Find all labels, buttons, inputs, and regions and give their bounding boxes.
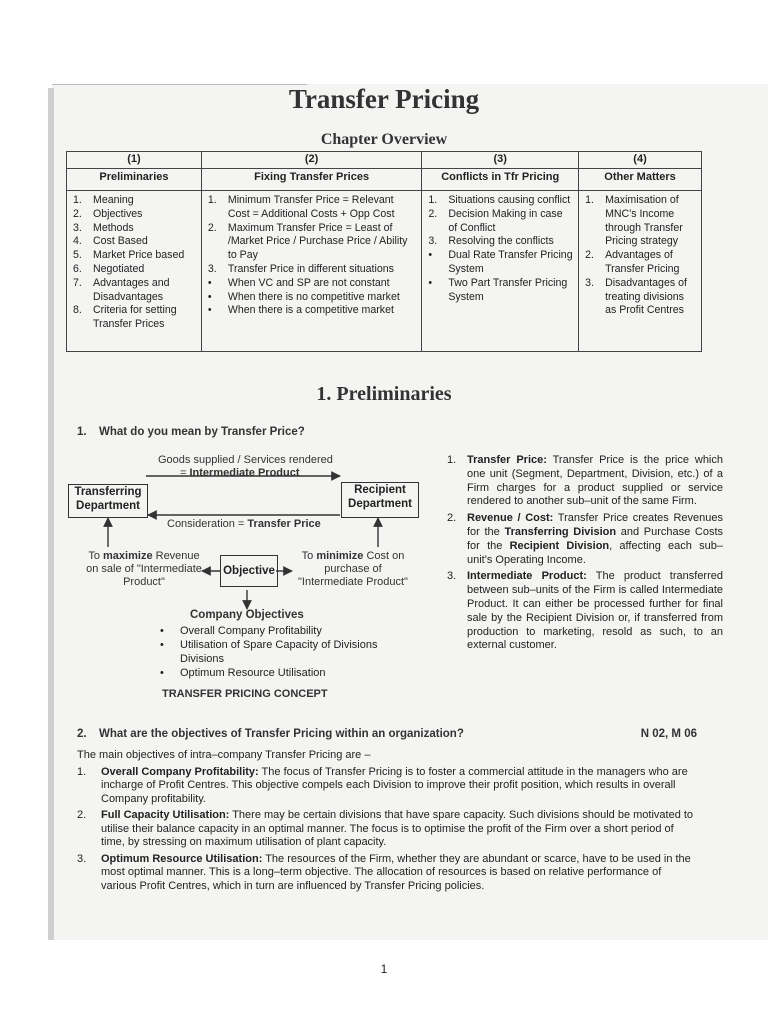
- list-item: 5. Market Price based: [73, 249, 185, 262]
- page-number: 1: [380, 962, 388, 976]
- consideration-label: Consideration = Transfer Price: [167, 518, 321, 530]
- col-heading: Preliminaries: [67, 169, 202, 191]
- list-item: 4. Cost Based: [73, 235, 148, 248]
- minimize-cost-label: To minimize Cost on purchase of "Intermediate Product": [298, 550, 408, 588]
- intro-text: The main objectives of intra–company Transfer Pricing are –: [77, 749, 371, 761]
- list-item: • Two Part Transfer Pricing System: [428, 276, 568, 303]
- question-text: What do you mean by Transfer Price?: [99, 426, 305, 438]
- question-number: 1.: [77, 426, 87, 438]
- col-number: (3): [422, 152, 579, 169]
- goods-label: Goods supplied / Services rendered: [158, 454, 333, 466]
- col-number: (4): [579, 152, 702, 169]
- list-item: • Overall Company Profitability: [160, 625, 322, 637]
- list-item: • When there is a competitive market: [207, 304, 394, 317]
- definitions-list: [441, 454, 723, 656]
- chapter-overview-heading: Chapter Overview: [320, 131, 448, 148]
- list-item: 1. Meaning: [73, 194, 134, 206]
- list-item: 7. Advantages and Disadvantages: [73, 276, 170, 303]
- list-item: • Optimum Resource Utilisation: [160, 667, 326, 679]
- list-item: 1. Situations causing conflict: [428, 194, 571, 206]
- intermediate-product-label: = Intermediate Product: [180, 467, 300, 479]
- list-item: 2. Decision Making in case of Conflict: [428, 207, 563, 234]
- recipient-department-box: Recipient Department: [341, 482, 419, 518]
- list-item: • When VC and SP are not constant: [207, 276, 390, 289]
- list-item: 1. Maximisation of MNC's Income through Transfer Pricing strategy: [585, 194, 683, 248]
- company-objectives-list: [158, 624, 377, 680]
- company-objectives-label: Company Objectives: [190, 609, 304, 621]
- col-heading: Conflicts in Tfr Pricing: [422, 169, 579, 191]
- question-2: [77, 728, 697, 740]
- diagram-caption: TRANSFER PRICING CONCEPT: [162, 688, 328, 700]
- list-item: 2. Objectives: [73, 207, 143, 220]
- list-item: 3. Optimum Resource Utilisation: The resources of the Firm, whether they are abundant or scarce, have to be used in the most optimal manner. This is a long–term objective. The allocation of resources is based on relative performance of various Profit Centres, which in turn are influenced by Transfer Pricing policies.: [77, 852, 691, 892]
- maximize-revenue-label: To maximize Revenue on sale of "Intermediate Product": [86, 550, 202, 588]
- list-item: 3. Disadvantages of treating divisions as Profit Centres: [585, 276, 687, 317]
- col-number: (1): [67, 152, 202, 169]
- list-item: 1. Minimum Transfer Price = Relevant Cost = Additional Costs + Opp Cost: [207, 194, 395, 220]
- list-item: • Utilisation of Spare Capacity of Divisions Divisions: [160, 639, 378, 665]
- list-item: 3. Transfer Price in different situations: [207, 262, 394, 275]
- list-item: 2. Revenue / Cost: Transfer Price creates Revenues for the Transferring Division and Purchase Costs for the Recipient Division, affecting each sub–unit's Operating Income.: [447, 512, 724, 566]
- list-item: 2. Advantages of Transfer Pricing: [585, 249, 680, 275]
- list-item: • Dual Rate Transfer Pricing System: [428, 249, 573, 275]
- list-item: 3. Resolving the conflicts: [428, 235, 554, 248]
- list-item: 2. Full Capacity Utilisation: There may be certain divisions that have spare capacity. Such divisions should be motivated to utilise their balance capacity in an optimal manner. The focus is to optimise the profit of the Firm over a short period of time, by stressing on maximum utilisation of plant capacity.: [77, 809, 694, 848]
- list-item: 6. Negotiated: [73, 262, 145, 275]
- col-heading: Fixing Transfer Prices: [201, 169, 421, 191]
- list-item: • When there is no competitive market: [207, 290, 400, 303]
- list-item: 3. Intermediate Product: The product transferred between sub–units of the Firm is called Intermediate Product. It can either be processed further for final sale by the Recipient Division or, if transferred from production to marketing, resold as such, to an external customer.: [447, 570, 723, 652]
- list-item: 2. Maximum Transfer Price = Least of /Market Price / Purchase Price / Ability to Pay: [207, 221, 408, 262]
- transferring-department-box: Transferring Department: [68, 484, 148, 518]
- page-title: Transfer Pricing: [288, 84, 480, 114]
- col-number: (2): [201, 152, 421, 169]
- exam-reference: N 02, M 06: [640, 728, 697, 740]
- list-item: 8. Criteria for setting Transfer Prices: [73, 304, 177, 331]
- objectives-section: [77, 749, 699, 893]
- list-item: 3. Methods: [73, 221, 134, 234]
- col-heading: Other Matters: [579, 169, 702, 191]
- question-text: What are the objectives of Transfer Pricing within an organization?: [99, 728, 464, 740]
- section-heading: 1. Preliminaries: [316, 383, 452, 405]
- question-number: 2.: [77, 728, 87, 740]
- objective-box: Objective: [220, 555, 278, 587]
- list-item: 1. Transfer Price: Transfer Price is the price which one unit (Segment, Department, Division, etc.) of a Firm charges for a product supplied or service rendered to another sub–unit of the same Firm.: [447, 454, 723, 508]
- list-item: 1. Overall Company Profitability: The focus of Transfer Pricing is to foster a commercial attitude in the managers who are incharge of Profit Centres. This objective compels each Division to improve their profit position, which results in overall Company profitability.: [77, 765, 688, 805]
